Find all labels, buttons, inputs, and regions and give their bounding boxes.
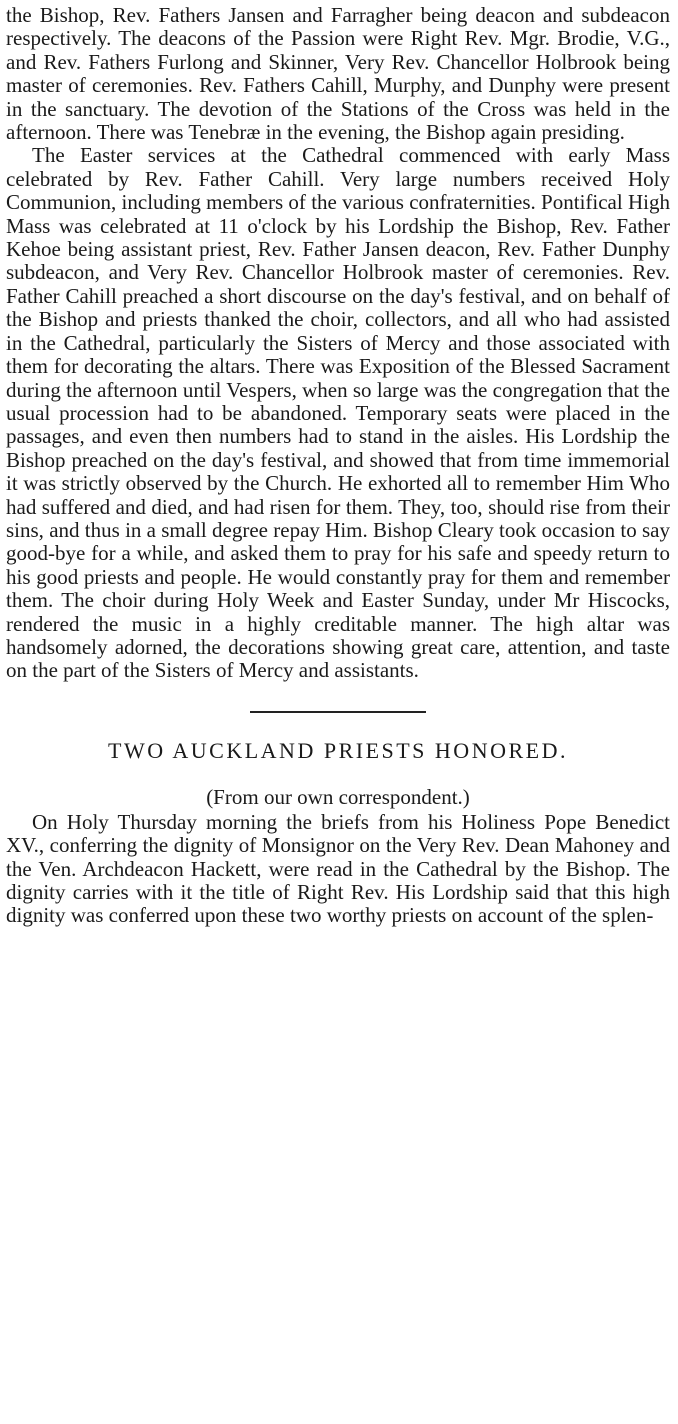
article-heading: TWO AUCKLAND PRIESTS HONORED.	[108, 737, 568, 763]
newspaper-column	[6, 4, 670, 928]
article-paragraph: the Bishop, Rev. Fathers Jansen and Farragher being deacon and subdeacon respectively. The deacons of the Passion were Right Rev. Mgr. Brodie, V.G., and Rev. Fathers Furlong and Skinner, Very Rev. Chancellor Holbrook being master of ceremonies. Rev. Fathers Cahill, Murphy, and Dunphy were present in the sanctuary. The devotion of the Stations of the Cross was held in the afternoon. There was Tenebræ in the evening, the Bishop again presiding.	[6, 3, 670, 145]
article-byline: (From our own correspondent.)	[206, 784, 470, 809]
article-paragraph: The Easter services at the Cathedral commenced with early Mass celebrated by Rev. Father Cahill. Very large numbers received Holy Communion, including members of the various confraternities. Pontifical High Mass was celebrated at 11 o'clock by his Lordship the Bishop, Rev. Father Kehoe being assistant priest, Rev. Father Jansen deacon, Rev. Father Dunphy subdeacon, and Very Rev. Chancellor Holbrook master of ceremonies. Rev. Father Cahill preached a short discourse on the day's festival, and on behalf of the Bishop and priests thanked the choir, collectors, and all who had assisted in the Cathedral, particularly the Sisters of Mercy and those associated with them for decorating the altars. There was Exposition of the Blessed Sacrament during the afternoon until Vespers, when so large was the congregation that the usual procession had to be abandoned. Temporary seats were placed in the passages, and even then numbers had to stand in the aisles. His Lordship the Bishop preached on the day's festival, and showed that from time immemorial it was strictly observed by the Church. He exhorted all to remember Him Who had suffered and died, and had risen for them. They, too, should rise from their sins, and thus in a small degree repay Him. Bishop Cleary took occasion to say good-bye for a while, and asked them to pray for his safe and speedy return to his good priests and people. He would constantly pray for them and remember them. The choir during Holy Week and Easter Sunday, under Mr Hiscocks, rendered the music in a highly creditable manner. The high altar was handsomely adorned, the decorations showing great care, attention, and taste on the part of the Sisters of Mercy and assistants.	[6, 143, 670, 683]
article-paragraph: On Holy Thursday morning the briefs from his Holiness Pope Benedict XV., conferring the dignity of Monsignor on the Very Rev. Dean Mahoney and the Ven. Archdeacon Hackett, were read in the Cathedral by the Bishop. The dignity carries with it the title of Right Rev. His Lordship said that this high dignity was conferred upon these two worthy priests on account of the splen-	[6, 809, 670, 928]
article-easter-services	[6, 4, 670, 683]
section-divider	[250, 711, 426, 713]
article-auckland-priests	[6, 811, 670, 928]
